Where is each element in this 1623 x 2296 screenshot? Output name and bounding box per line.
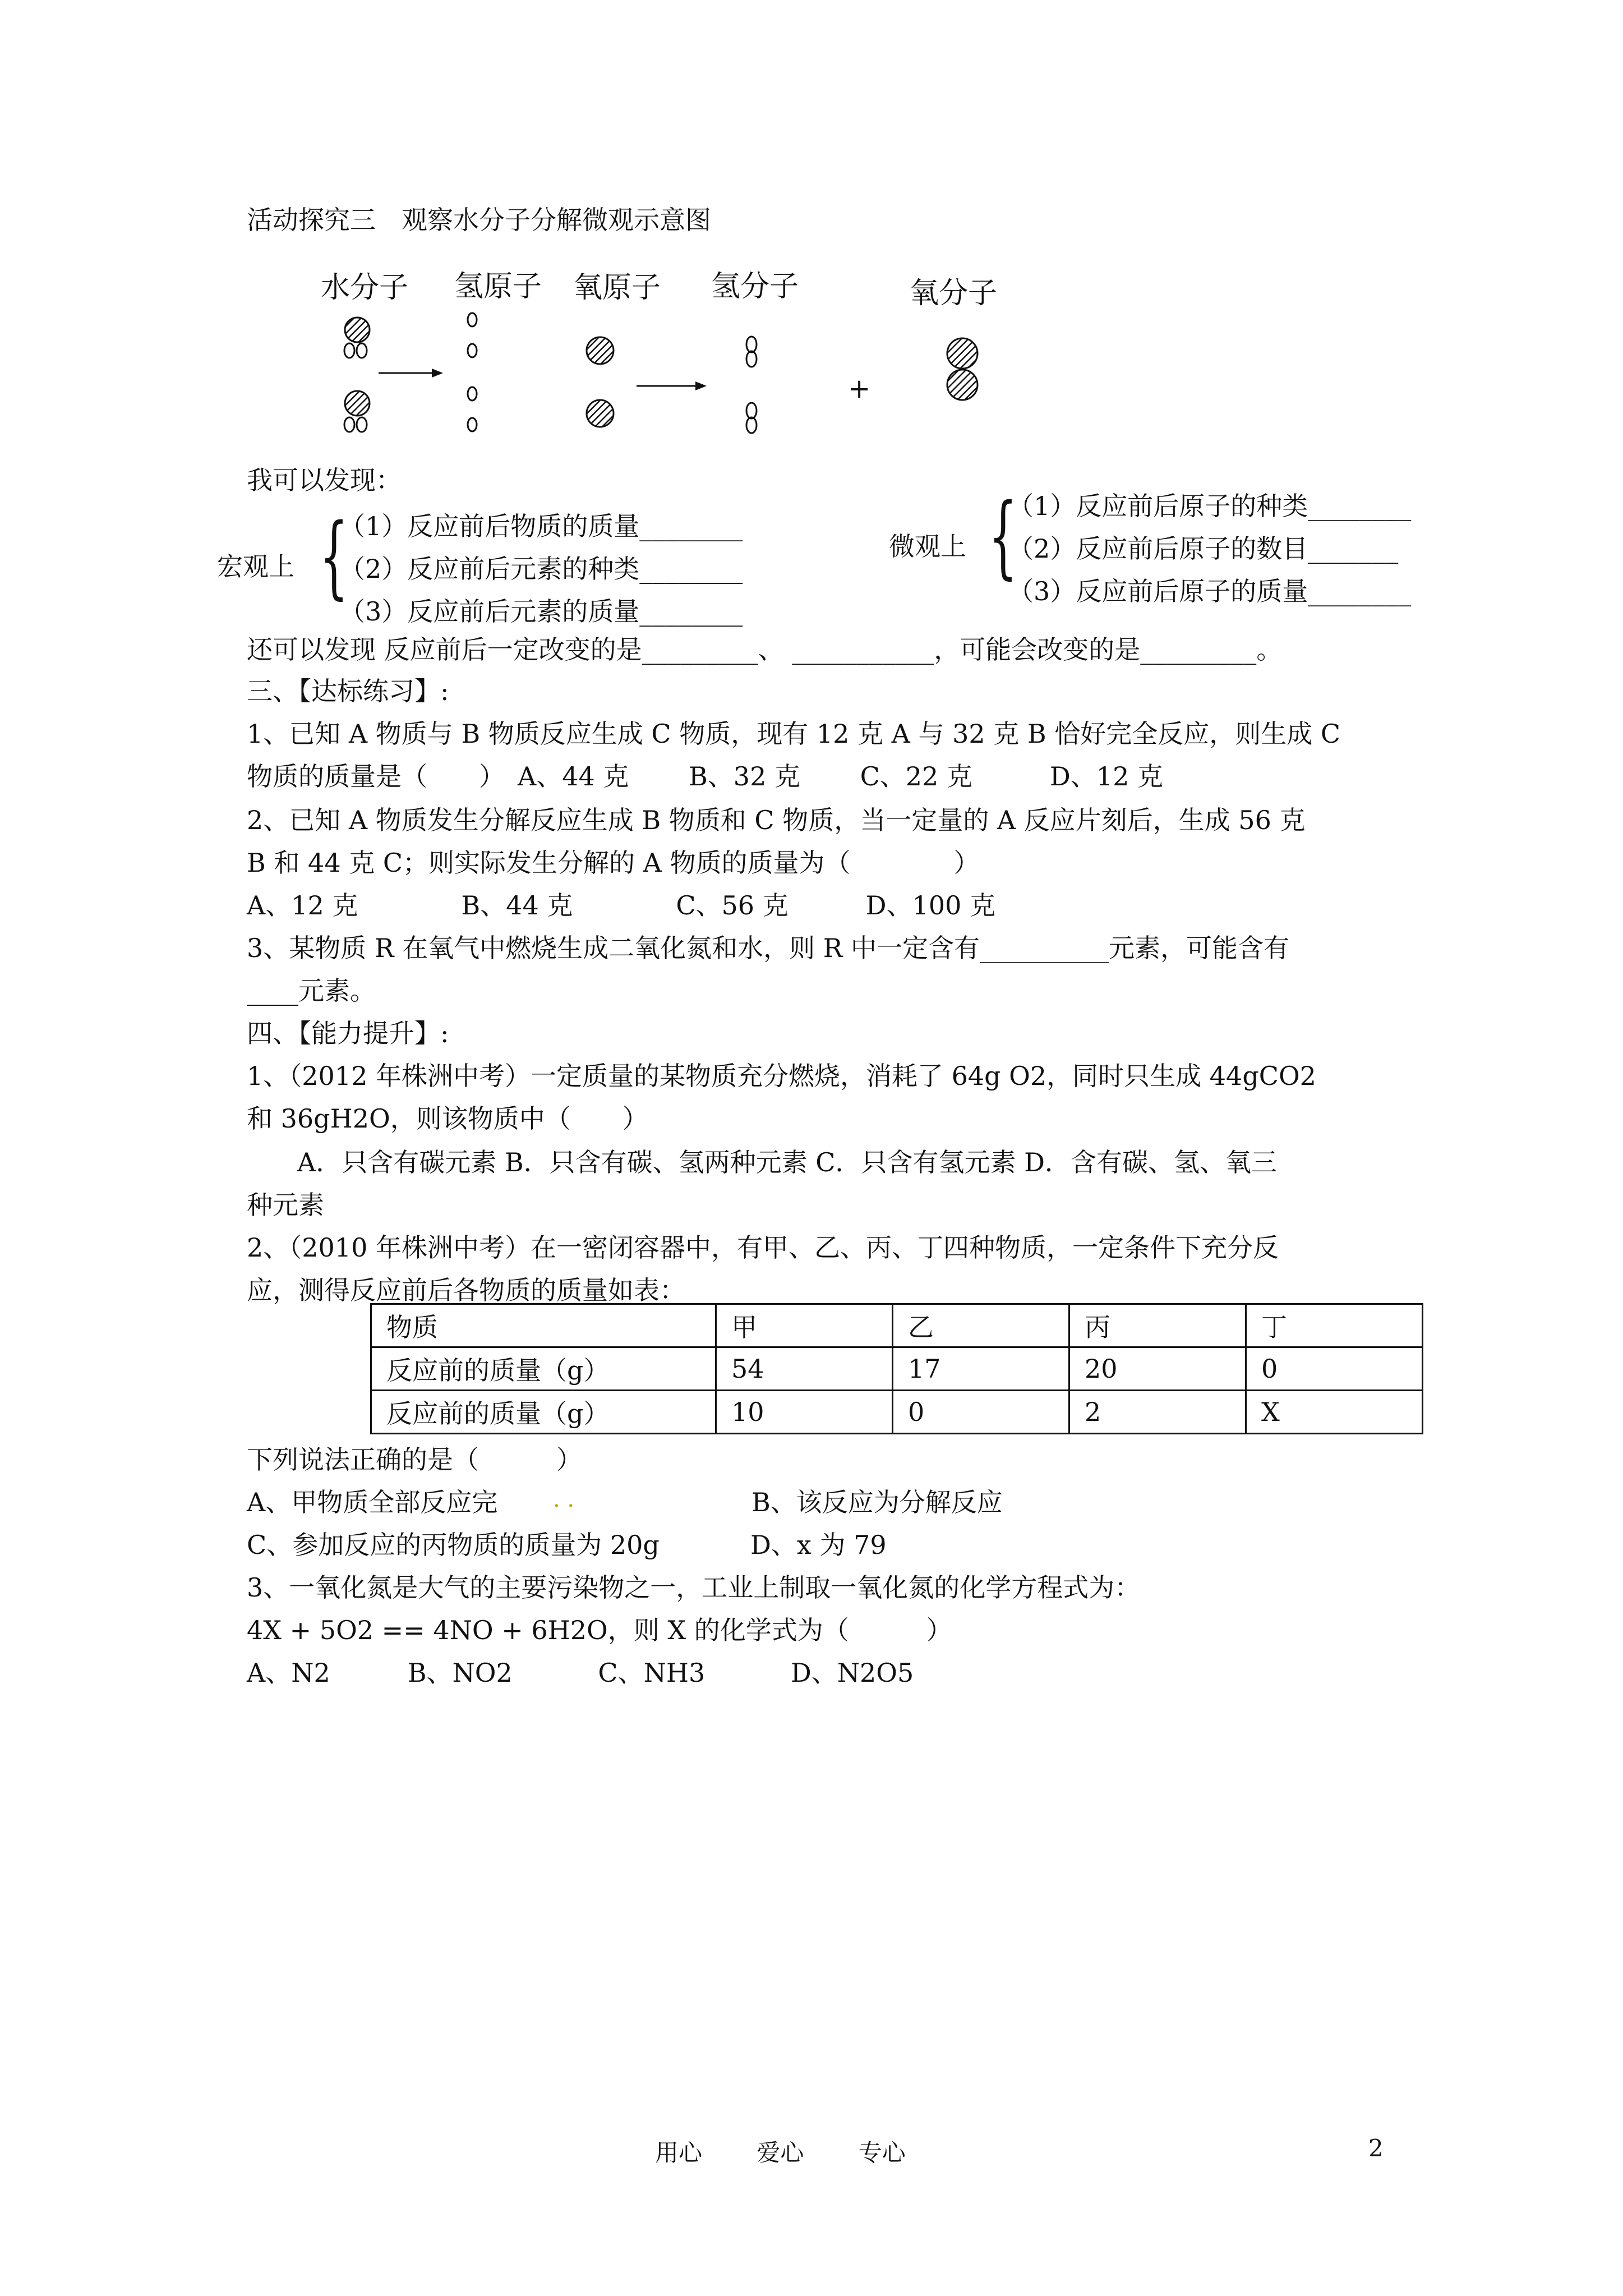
water-hydrogen-atom [357, 343, 367, 358]
question-line: A、12 克 B、44 克 C、56 克 D、100 克 [247, 890, 995, 921]
arrow-head [695, 381, 707, 390]
question-line: 和 36gH2O，则该物质中（ ） [247, 1103, 648, 1134]
hydrogen-molecule-atom [746, 337, 757, 352]
hydrogen-molecule-atom [746, 403, 757, 418]
hydrogen-atom [468, 313, 477, 326]
question-line: 3、某物质 R 在氧气中燃烧生成二氧化氮和水，则 R 中一定含有__________元素，可能含有 [247, 933, 1290, 963]
table-cell: 2 [1069, 1391, 1246, 1434]
water-hydrogen-atom [344, 417, 354, 432]
table-cell: 丁 [1246, 1304, 1423, 1347]
table-cell: 17 [893, 1347, 1069, 1391]
table-cell: 反应前的质量（g） [371, 1347, 716, 1391]
water-oxygen-atom [345, 318, 370, 342]
micro-item-1: （1）反应前后原子的种类________ [1008, 491, 1412, 521]
section-three-heading: 三、【达标练习】: [247, 676, 449, 706]
hydrogen-atom [468, 344, 477, 357]
label-hydrogen-molecule: 氢分子 [711, 270, 799, 303]
table-row [371, 1391, 1423, 1434]
molecule-diagram [0, 0, 1623, 460]
macro-item-3: （3）反应前后元素的质量________ [339, 596, 743, 627]
water-hydrogen-atom [344, 343, 354, 358]
table-cell: 0 [893, 1391, 1069, 1434]
macro-item-2: （2）反应前后元素的种类________ [339, 554, 743, 584]
section-four-heading: 四、【能力提升】: [247, 1018, 449, 1048]
question-line: 1、已知 A 物质与 B 物质反应生成 C 物质，现有 12 克 A 与 32 克 B 恰好完全反应，则生成 C [247, 719, 1341, 749]
answer-options: A、N2 B、NO2 C、NH3 D、N2O5 [247, 1658, 914, 1688]
decorative-dots: . . [553, 1487, 575, 1512]
page-number: 2 [1368, 2134, 1384, 2162]
table-cell: 10 [716, 1391, 893, 1434]
macro-label: 宏观上 [217, 551, 294, 582]
option-c: C、参加反应的丙物质的质量为 20g [247, 1530, 660, 1560]
question-line: B 和 44 克 C；则实际发生分解的 A 物质的质量为（ ） [247, 848, 980, 878]
table-cell: 甲 [716, 1304, 893, 1347]
macro-brace: { [320, 504, 348, 609]
question-line: 4X + 5O2 == 4NO + 6H2O，则 X 的化学式为（ ） [247, 1615, 952, 1645]
water-oxygen-atom [345, 391, 370, 416]
oxygen-molecule-atom [947, 338, 978, 369]
water-hydrogen-atom [357, 417, 367, 432]
label-water-molecule: 水分子 [321, 271, 409, 305]
question-line: ____元素。 [247, 976, 376, 1006]
micro-item-3: （3）反应前后原子的质量________ [1008, 576, 1412, 606]
hydrogen-atom [468, 418, 477, 431]
discover-line: 我可以发现： [247, 465, 402, 495]
also-discover-line: 还可以发现 反应前后一定改变的是_________、 ___________，可能会改变的是_________。 [247, 634, 1283, 665]
question-line: 种元素 [247, 1190, 324, 1220]
oxygen-molecule-atom [947, 370, 978, 400]
table-cell: 乙 [893, 1304, 1069, 1347]
hydrogen-atom [468, 387, 477, 401]
hydrogen-molecule-atom [746, 351, 757, 367]
table-cell: 54 [716, 1347, 893, 1391]
question-line: 应，测得反应前后各物质的质量如表： [247, 1275, 685, 1305]
question-line: 2、已知 A 物质发生分解反应生成 B 物质和 C 物质，当一定量的 A 反应片刻后，生成 56 克 [247, 805, 1306, 835]
label-oxygen-atom: 氧原子 [573, 271, 661, 305]
table-cell: 0 [1246, 1347, 1423, 1391]
option-b: B、该反应为分解反应 [751, 1487, 1003, 1517]
section-heading: 活动探究三 观察水分子分解微观示意图 [247, 205, 711, 235]
question-line: 2、（2010 年株洲中考）在一密闭容器中，有甲、乙、丙、丁四种物质，一定条件下充分反 [247, 1232, 1279, 1263]
plus-sign: + [848, 373, 871, 404]
question-line: 3、一氧化氮是大气的主要污染物之一，工业上制取一氧化氮的化学方程式为： [247, 1572, 1141, 1603]
micro-brace: { [989, 484, 1017, 588]
macro-item-1: （1）反应前后物质的质量________ [339, 511, 743, 541]
option-d: D、x 为 79 [750, 1530, 887, 1560]
footer-motto: 用心 爱心 专心 [655, 2139, 906, 2166]
question-line: A．只含有碳元素 B．只含有碳、氢两种元素 C．只含有氢元素 D．含有碳、氢、氧三 [297, 1147, 1277, 1177]
oxygen-atom [587, 400, 614, 427]
oxygen-atom [587, 337, 614, 364]
question-line: 1、（2012 年株洲中考）一定质量的某物质充分燃烧，消耗了 64g O2，同时只生成 44gCO2 [247, 1061, 1316, 1091]
label-hydrogen-atom: 氢原子 [454, 270, 542, 303]
micro-item-2: （2）反应前后原子的数目_______ [1008, 533, 1399, 564]
option-a: A、甲物质全部反应完 [247, 1487, 498, 1517]
table-cell: 物质 [371, 1304, 716, 1347]
table-row [371, 1347, 1423, 1391]
table-cell: 丙 [1069, 1304, 1246, 1347]
question-line: 下列说法正确的是（ ） [247, 1444, 582, 1475]
mass-table [370, 1303, 1423, 1434]
micro-label: 微观上 [889, 531, 966, 562]
arrow-head [432, 369, 443, 378]
question-line: 物质的质量是（ ） A、44 克 B、32 克 C、22 克 D、12 克 [247, 761, 1163, 792]
table-cell: 反应前的质量（g） [371, 1391, 716, 1434]
label-oxygen-molecule: 氧分子 [910, 277, 998, 310]
hydrogen-molecule-atom [746, 417, 757, 433]
table-cell: 20 [1069, 1347, 1246, 1391]
table-cell: X [1246, 1391, 1423, 1434]
table-row [371, 1304, 1423, 1347]
